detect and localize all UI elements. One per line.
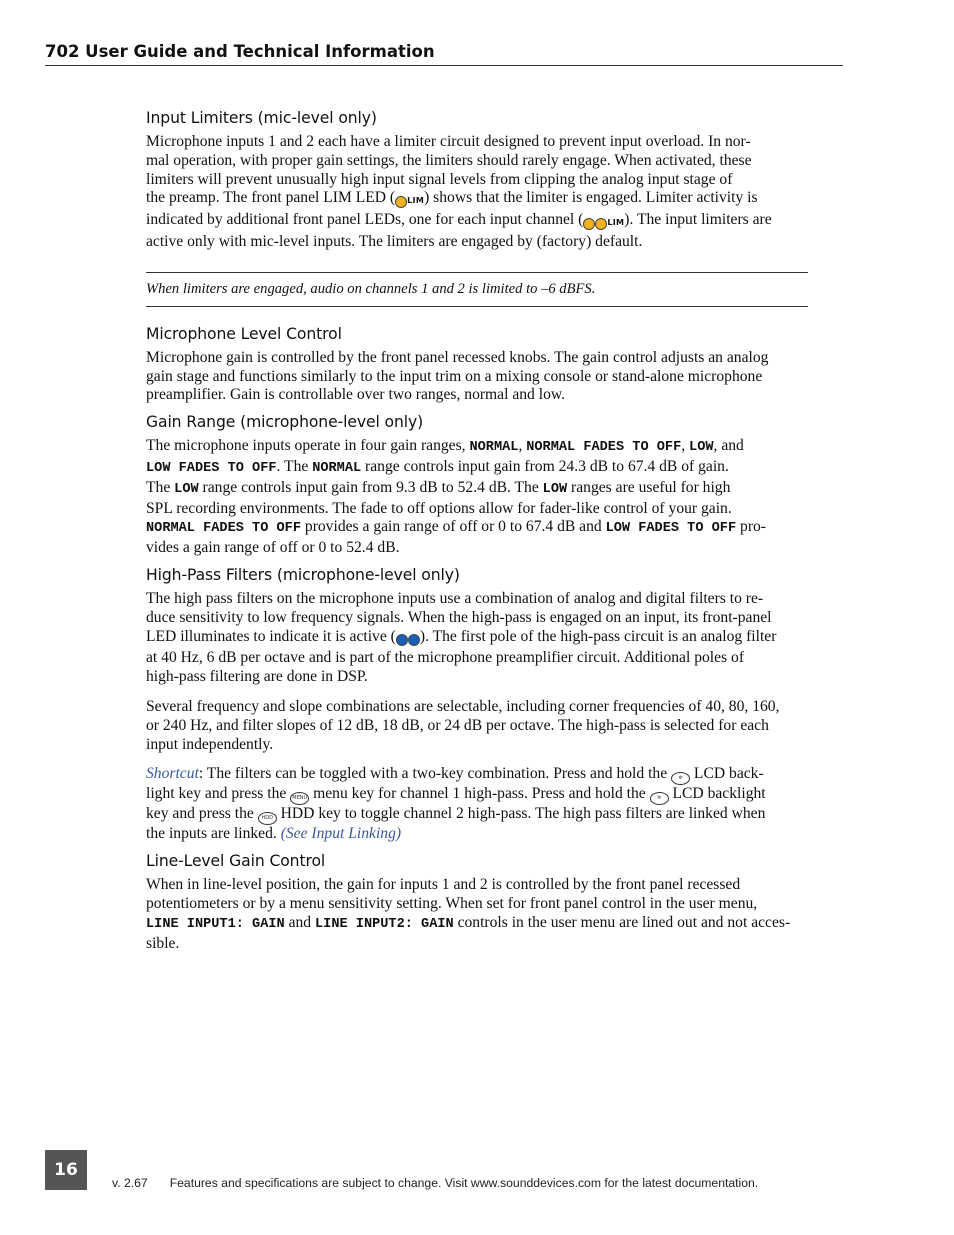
section-title: Line-Level Gain Control <box>146 852 326 871</box>
section-title: High-Pass Filters (microphone-level only) <box>146 565 460 584</box>
menu-key-icon: MENU <box>290 792 309 805</box>
page-footer <box>112 1176 758 1190</box>
note-text: When limiters are engaged, audio on channels 1 and 2 is limited to –6 dBFS. <box>146 280 596 297</box>
body-paragraph: Several frequency and slope combinations are selectable, including corner frequencies of 40, 80, 160, or 240 Hz, and filter slopes of 12 dB, 18 dB, or 24 dB per octave. The high-pass is selected for each input independently. <box>146 697 780 753</box>
page-content <box>146 108 841 953</box>
section-high-pass-filters <box>146 565 841 844</box>
footer-version: v. 2.67 <box>112 1176 148 1190</box>
header-title: 702 User Guide and Technical Information <box>45 42 435 61</box>
shortcut-label: Shortcut <box>146 765 199 783</box>
lcd-backlight-key-icon: ✲ <box>671 772 690 785</box>
section-mic-level-control <box>146 324 841 405</box>
see-input-linking-link[interactable]: (See Input Linking) <box>280 825 402 843</box>
high-pass-leds-icon <box>396 631 420 650</box>
page-header <box>45 40 843 66</box>
body-paragraph: When in line-level position, the gain for inputs 1 and 2 is controlled by the front panel recessed potentiometers or by a menu sensitivity setting. When set for front panel control in the user menu, LINE INPUT1: GAIN and LINE INPUT2: GAIN controls in the user menu are lined out and not acces- sible. <box>146 876 791 952</box>
hdd-key-icon: HDD <box>258 812 277 825</box>
body-paragraph: Microphone inputs 1 and 2 each have a limiter circuit designed to prevent input overload. In nor- mal operation, with proper gain settings, the limiters should rarely engage. When activated, these limiters will prevent unusually high input signal levels from clipping the analog input stage of the preamp. The front panel LIM LED ( LIM) shows that the limiter is engaged. Limiter activity is indicated by additional front panel LEDs, one for each input channel ( LIM). The input limiters are active only with mic-level inputs. The limiters are engaged by (factory) default. <box>146 133 772 251</box>
section-title: Gain Range (microphone-level only) <box>146 413 424 432</box>
body-paragraph: The high pass filters on the microphone inputs use a combination of analog and digital filters to re- duce sensitivity to low frequency signals. When the high-pass is engaged on an input, its front-panel LED illuminates to indicate it is active ( ). The first pole of the high-pass circuit is an analog filter at 40 Hz, 6 dB per octave and is part of the microphone preamplifier circuit. Additional poles of high-pass filtering are done in DSP. <box>146 589 777 686</box>
section-line-level-gain <box>146 851 841 953</box>
section-title: Microphone Level Control <box>146 324 342 343</box>
footer-notice: Features and specifications are subject to change. Visit www.sounddevices.com for the latest documentation. <box>169 1176 759 1190</box>
channel-limiter-leds-icon: LIM <box>583 214 624 233</box>
section-input-limiters <box>146 108 841 252</box>
lim-led-icon: LIM <box>395 192 424 211</box>
body-paragraph: Microphone gain is controlled by the front panel recessed knobs. The gain control adjusts an analog gain stage and functions similarly to the input trim on a mixing console or stand-alone microphone preamplifier. Gain is controllable over two ranges, normal and low. <box>146 348 769 404</box>
section-title: Input Limiters (mic-level only) <box>146 109 377 127</box>
lcd-backlight-key-icon: ✲ <box>650 792 669 805</box>
limiter-note <box>146 272 808 307</box>
section-gain-range <box>146 412 841 558</box>
body-paragraph: The microphone inputs operate in four gain ranges, NORMAL, NORMAL FADES TO OFF, LOW, and LOW FADES TO OFF. The NORMAL range controls input gain from 24.3 dB to 67.4 dB of gain. The LOW range controls input gain from 9.3 dB to 52.4 dB. The LOW ranges are useful for high SPL recording environments. The fade to off options allow for fader-like control of your gain. NORMAL FADES TO OFF provides a gain range of off or 0 to 67.4 dB and LOW FADES TO OFF pro- vides a gain range of off or 0 to 52.4 dB. <box>146 437 767 557</box>
page-number: 16 <box>45 1150 87 1190</box>
shortcut-paragraph: Shortcut: The filters can be toggled with a two-key combination. Press and hold the ✲ LCD back- light key and press the MENU menu key for channel 1 high-pass. Press and hold the ✲ LCD backlight key and press the HDD HDD key to toggle channel 2 high-pass. The high pass filters are linked when the inputs are linked. (See Input Linking) <box>146 765 766 843</box>
